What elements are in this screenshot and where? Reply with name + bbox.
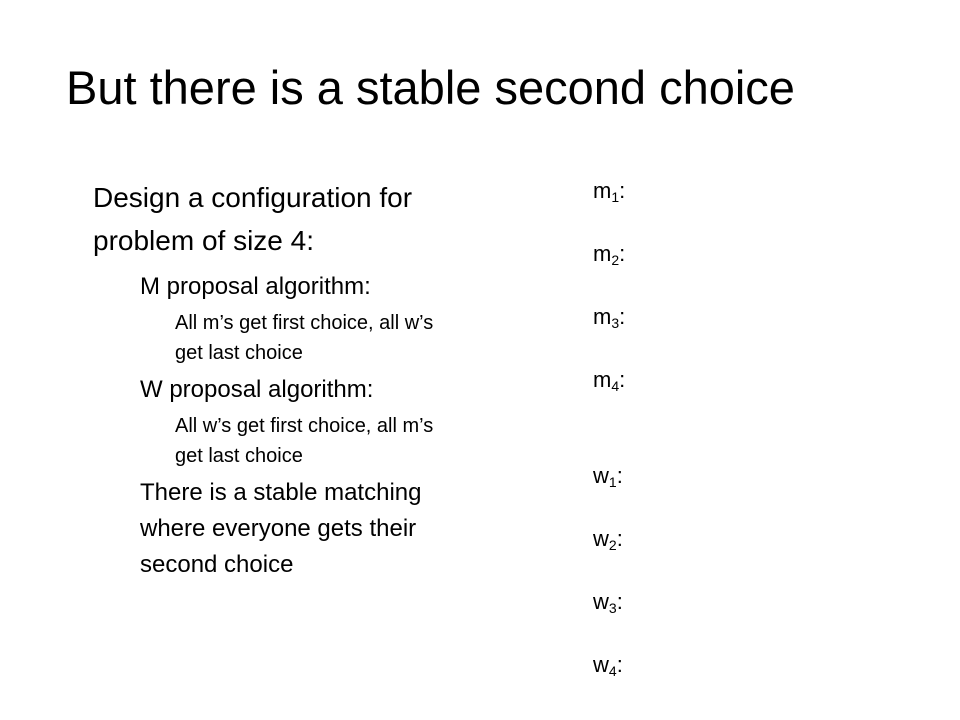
slide-body xyxy=(93,176,538,583)
men-label-4: $m_4$: xyxy=(593,367,626,394)
women-label-2: $w_2$: xyxy=(593,526,623,553)
w-proposal-detail-line-2: get last choice xyxy=(175,445,303,467)
women-label-1: $w_1$: xyxy=(593,463,623,490)
men-label-2: $m_2$: xyxy=(593,241,626,268)
women-label-4: $w_4$: xyxy=(593,652,623,679)
conclusion-line-3: second choice xyxy=(140,551,294,578)
men-label-1: $m_1$: xyxy=(593,178,626,205)
intro-line-1: Design a configuration for xyxy=(93,182,413,213)
m-proposal-detail xyxy=(175,308,538,368)
m-proposal-detail-line-1: All m’s get first choice, all w’s xyxy=(175,312,434,334)
m-proposal-detail-line-2: get last choice xyxy=(175,342,303,364)
conclusion-line-2: where everyone gets their xyxy=(140,515,417,542)
slide-title: But there is a stable second choice xyxy=(66,61,795,114)
w-proposal-detail-line-1: All w’s get first choice, all m’s xyxy=(175,415,434,437)
w-proposal-heading: W proposal algorithm: xyxy=(140,376,374,403)
men-label-3: $m_3$: xyxy=(593,304,626,331)
conclusion-line-1: There is a stable matching xyxy=(140,479,422,506)
m-proposal-heading: M proposal algorithm: xyxy=(140,273,371,300)
women-label-3: $w_3$: xyxy=(593,589,623,616)
w-proposal-detail xyxy=(175,411,538,471)
intro-line-2: problem of size 4: xyxy=(93,225,314,256)
